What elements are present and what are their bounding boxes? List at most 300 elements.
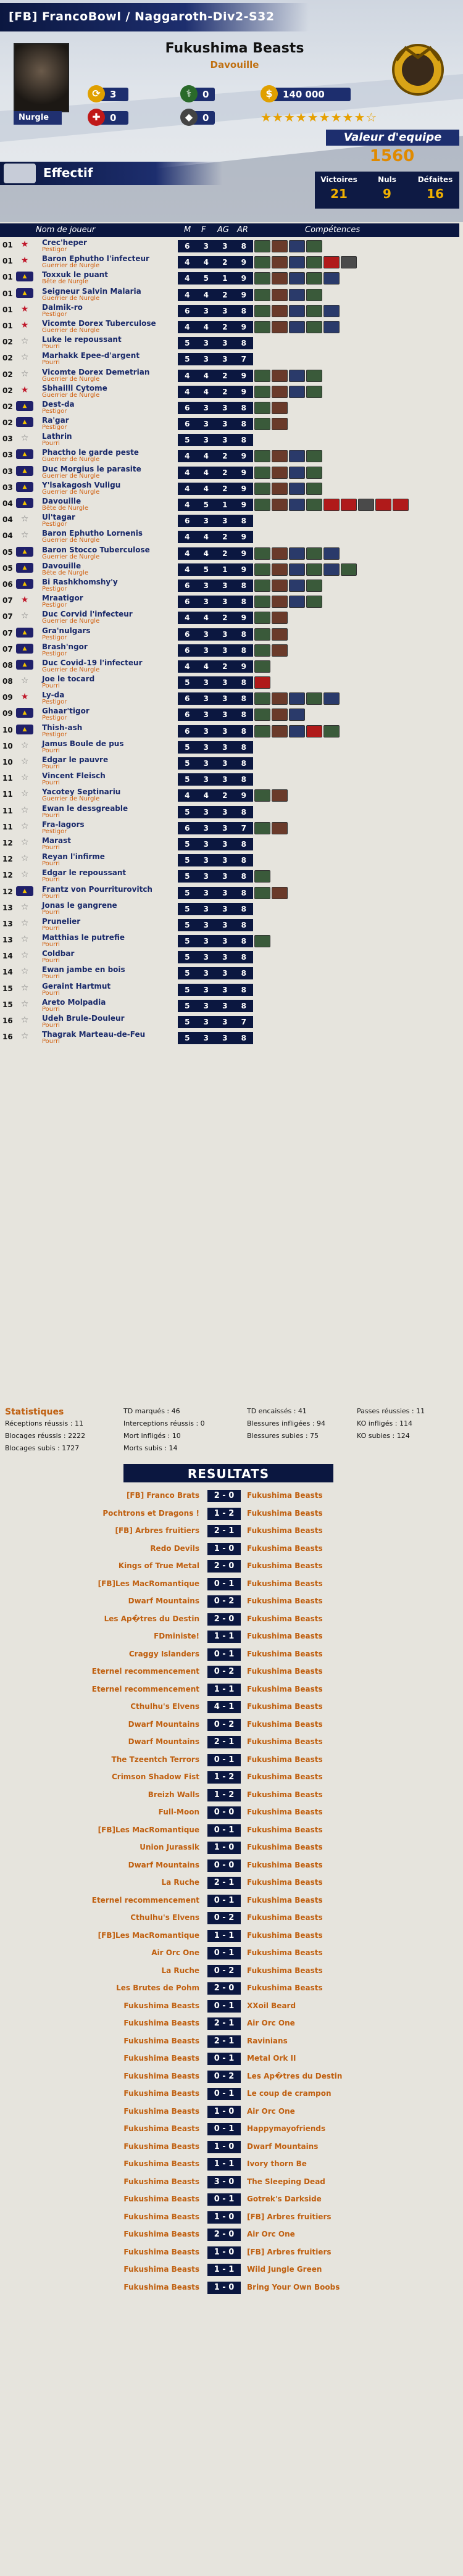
match-score[interactable]: 1 - 2 xyxy=(207,1789,241,1801)
player-name[interactable]: Bi Rashkhomshy'y xyxy=(42,577,118,586)
player-row[interactable] xyxy=(0,965,463,981)
skill-icon[interactable] xyxy=(323,499,340,511)
skill-icon[interactable] xyxy=(254,644,270,657)
skill-icon[interactable] xyxy=(254,596,270,608)
result-row[interactable] xyxy=(0,2226,463,2244)
skill-icon[interactable] xyxy=(306,725,322,737)
player-row[interactable] xyxy=(0,384,463,400)
skill-icon[interactable] xyxy=(272,725,288,737)
result-row[interactable] xyxy=(0,2156,463,2174)
skill-icon[interactable] xyxy=(254,580,270,592)
away-team[interactable]: Fukushima Beasts xyxy=(247,1895,323,1905)
skill-icon[interactable] xyxy=(254,256,270,268)
result-row[interactable] xyxy=(0,1576,463,1593)
away-team[interactable]: Fukushima Beasts xyxy=(247,1913,323,1922)
skill-icon[interactable] xyxy=(289,580,305,592)
skill-icon[interactable] xyxy=(306,580,322,592)
skill-icon[interactable] xyxy=(306,305,322,317)
player-name[interactable]: Dalmik-ro xyxy=(42,302,83,312)
skill-icon[interactable] xyxy=(289,289,305,301)
skill-icon[interactable] xyxy=(306,547,322,560)
match-score[interactable]: 1 - 0 xyxy=(207,2141,241,2153)
player-name[interactable]: Phactho le garde peste xyxy=(42,448,139,457)
player-name[interactable]: Ewan le dessgreable xyxy=(42,804,128,813)
player-row[interactable] xyxy=(0,901,463,917)
match-score[interactable]: 2 - 0 xyxy=(207,1982,241,1995)
away-team[interactable]: Fukushima Beasts xyxy=(247,1966,323,1975)
skill-icon[interactable] xyxy=(272,467,288,479)
player-row[interactable] xyxy=(0,368,463,384)
skill-icon[interactable] xyxy=(289,563,305,576)
skill-icon[interactable] xyxy=(254,402,270,414)
skill-icon[interactable] xyxy=(254,272,270,285)
result-row[interactable] xyxy=(0,2085,463,2103)
skill-icon[interactable] xyxy=(272,483,288,495)
skill-icon[interactable] xyxy=(254,870,270,883)
away-team[interactable]: Le coup de crampon xyxy=(247,2089,332,2098)
skill-icon[interactable] xyxy=(306,386,322,398)
skill-icon[interactable] xyxy=(289,708,305,721)
skill-icon[interactable] xyxy=(272,386,288,398)
player-row[interactable] xyxy=(0,982,463,998)
skill-icon[interactable] xyxy=(375,499,391,511)
match-score[interactable]: 1 - 0 xyxy=(207,2246,241,2259)
home-team[interactable]: Fukushima Beasts xyxy=(123,2036,199,2045)
player-name[interactable]: Fra-lagors xyxy=(42,820,85,829)
match-score[interactable]: 0 - 1 xyxy=(207,1648,241,1661)
skill-icon[interactable] xyxy=(323,321,340,333)
match-score[interactable]: 0 - 1 xyxy=(207,2053,241,2065)
home-team[interactable]: Fukushima Beasts xyxy=(123,2019,199,2027)
player-name[interactable]: Ewan jambe en bois xyxy=(42,965,125,974)
match-score[interactable]: 1 - 0 xyxy=(207,2211,241,2224)
skill-icon[interactable] xyxy=(289,547,305,560)
skill-icon[interactable] xyxy=(323,272,340,285)
coach-name[interactable]: Davouille xyxy=(210,59,259,70)
player-row[interactable] xyxy=(0,707,463,723)
match-score[interactable]: 1 - 1 xyxy=(207,1930,241,1942)
result-row[interactable] xyxy=(0,1646,463,1664)
result-row[interactable] xyxy=(0,1998,463,2016)
away-team[interactable]: Wild Jungle Green xyxy=(247,2265,322,2274)
skill-icon[interactable] xyxy=(272,272,288,285)
player-name[interactable]: Baron Ephutho Lornenis xyxy=(42,529,143,538)
skill-icon[interactable] xyxy=(341,563,357,576)
skill-icon[interactable] xyxy=(289,386,305,398)
result-row[interactable] xyxy=(0,1874,463,1892)
player-row[interactable] xyxy=(0,755,463,771)
away-team[interactable]: Fukushima Beasts xyxy=(247,1632,323,1640)
player-row[interactable] xyxy=(0,917,463,933)
away-team[interactable]: Fukushima Beasts xyxy=(247,1561,323,1570)
match-score[interactable]: 0 - 1 xyxy=(207,2123,241,2135)
result-row[interactable] xyxy=(0,2174,463,2192)
away-team[interactable]: Fukushima Beasts xyxy=(247,1930,323,1940)
result-row[interactable] xyxy=(0,1804,463,1822)
player-name[interactable]: Prunelier xyxy=(42,916,81,926)
match-score[interactable]: 0 - 2 xyxy=(207,1965,241,1977)
home-team[interactable]: [FB]Les MacRomantique xyxy=(98,1579,199,1588)
player-row[interactable] xyxy=(0,1030,463,1046)
match-score[interactable]: 1 - 2 xyxy=(207,1508,241,1520)
player-row[interactable] xyxy=(0,529,463,545)
player-row[interactable] xyxy=(0,594,463,610)
skill-icon[interactable] xyxy=(306,692,322,705)
player-name[interactable]: Reyan l'infirme xyxy=(42,852,105,862)
skill-icon[interactable] xyxy=(254,467,270,479)
skill-icon[interactable] xyxy=(341,256,357,268)
player-row[interactable] xyxy=(0,675,463,691)
away-team[interactable]: Dwarf Mountains xyxy=(247,2142,319,2151)
result-row[interactable] xyxy=(0,2244,463,2262)
match-score[interactable]: 0 - 1 xyxy=(207,2193,241,2206)
player-row[interactable] xyxy=(0,400,463,416)
skill-icon[interactable] xyxy=(272,628,288,641)
skill-icon[interactable] xyxy=(272,305,288,317)
player-row[interactable] xyxy=(0,933,463,949)
result-row[interactable] xyxy=(0,1698,463,1716)
match-score[interactable]: 1 - 1 xyxy=(207,1684,241,1696)
home-team[interactable]: Fukushima Beasts xyxy=(123,2124,199,2133)
result-row[interactable] xyxy=(0,1787,463,1805)
player-name[interactable]: Duc Morgius le parasite xyxy=(42,464,141,473)
away-team[interactable]: Fukushima Beasts xyxy=(247,1737,323,1746)
home-team[interactable]: Fukushima Beasts xyxy=(123,2247,199,2256)
skill-icon[interactable] xyxy=(272,499,288,511)
player-row[interactable] xyxy=(0,691,463,707)
player-row[interactable] xyxy=(0,852,463,868)
away-team[interactable]: Fukushima Beasts xyxy=(247,1526,323,1535)
home-team[interactable]: [FB]Les MacRomantique xyxy=(98,1825,199,1834)
skill-icon[interactable] xyxy=(306,450,322,462)
result-row[interactable] xyxy=(0,1839,463,1857)
player-row[interactable] xyxy=(0,465,463,481)
skill-icon[interactable] xyxy=(272,644,288,657)
match-score[interactable]: 2 - 0 xyxy=(207,1490,241,1502)
player-name[interactable]: Duc Corvid l'infecteur xyxy=(42,610,133,619)
home-team[interactable]: Cthulhu's Elvens xyxy=(130,1913,199,1922)
away-team[interactable]: Fukushima Beasts xyxy=(247,1790,323,1799)
away-team[interactable]: Fukushima Beasts xyxy=(247,1948,323,1957)
match-score[interactable]: 0 - 1 xyxy=(207,2000,241,2013)
skill-icon[interactable] xyxy=(289,256,305,268)
player-name[interactable]: Gra'nulgars xyxy=(42,626,91,635)
player-name[interactable]: Areto Molpadia xyxy=(42,997,106,1007)
player-row[interactable] xyxy=(0,836,463,852)
player-name[interactable]: Vincent Fleisch xyxy=(42,771,106,781)
skill-icon[interactable] xyxy=(272,450,288,462)
player-name[interactable]: Coldbar xyxy=(42,949,75,958)
skill-icon[interactable] xyxy=(306,499,322,511)
player-row[interactable] xyxy=(0,481,463,497)
skill-icon[interactable] xyxy=(272,789,288,802)
skill-icon[interactable] xyxy=(306,272,322,285)
match-score[interactable]: 2 - 1 xyxy=(207,2017,241,2030)
skill-icon[interactable] xyxy=(393,499,409,511)
player-name[interactable]: Luke le repoussant xyxy=(42,335,122,344)
result-row[interactable] xyxy=(0,1945,463,1963)
player-name[interactable]: Y'lsakagosh Vuligu xyxy=(42,480,121,489)
result-row[interactable] xyxy=(0,2279,463,2297)
skill-icon[interactable] xyxy=(341,499,357,511)
player-name[interactable]: Dest-da xyxy=(42,399,75,409)
player-row[interactable] xyxy=(0,254,463,270)
player-row[interactable] xyxy=(0,335,463,351)
result-row[interactable] xyxy=(0,1734,463,1751)
player-name[interactable]: Jonas le gangrene xyxy=(42,900,117,910)
away-team[interactable]: Fukushima Beasts xyxy=(247,1508,323,1518)
skill-icon[interactable] xyxy=(254,692,270,705)
skill-icon[interactable] xyxy=(254,628,270,641)
result-row[interactable] xyxy=(0,1892,463,1910)
away-team[interactable]: Fukushima Beasts xyxy=(247,1878,323,1887)
result-row[interactable] xyxy=(0,2261,463,2279)
skill-icon[interactable] xyxy=(306,563,322,576)
result-row[interactable] xyxy=(0,2191,463,2209)
match-score[interactable]: 2 - 0 xyxy=(207,2229,241,2241)
skill-icon[interactable] xyxy=(272,402,288,414)
match-score[interactable]: 0 - 2 xyxy=(207,1912,241,1924)
away-team[interactable]: Fukushima Beasts xyxy=(247,1667,323,1676)
match-score[interactable]: 2 - 0 xyxy=(207,1560,241,1573)
match-score[interactable]: 0 - 1 xyxy=(207,1578,241,1590)
home-team[interactable]: Eternel recommencement xyxy=(91,1895,199,1905)
away-team[interactable]: Fukushima Beasts xyxy=(247,1491,323,1500)
skill-icon[interactable] xyxy=(323,725,340,737)
result-row[interactable] xyxy=(0,1963,463,1980)
skill-icon[interactable] xyxy=(254,660,270,673)
home-team[interactable]: Full-Moon xyxy=(158,1808,199,1816)
away-team[interactable]: Fukushima Beasts xyxy=(247,1808,323,1816)
home-team[interactable]: Fukushima Beasts xyxy=(123,2054,199,2063)
player-row[interactable] xyxy=(0,787,463,804)
player-row[interactable] xyxy=(0,820,463,836)
result-row[interactable] xyxy=(0,2121,463,2138)
player-name[interactable]: Ly-da xyxy=(42,691,65,700)
home-team[interactable]: Fukushima Beasts xyxy=(123,2159,199,2168)
skill-icon[interactable] xyxy=(254,563,270,576)
away-team[interactable]: Fukushima Beasts xyxy=(247,1719,323,1729)
skill-icon[interactable] xyxy=(254,450,270,462)
home-team[interactable]: Eternel recommencement xyxy=(91,1684,199,1693)
result-row[interactable] xyxy=(0,1558,463,1576)
home-team[interactable]: Eternel recommencement xyxy=(91,1667,199,1676)
away-team[interactable]: Fukushima Beasts xyxy=(247,1597,323,1605)
home-team[interactable]: Fukushima Beasts xyxy=(123,2071,199,2080)
away-team[interactable]: Fukushima Beasts xyxy=(247,1684,323,1693)
home-team[interactable]: FDministe! xyxy=(154,1632,199,1640)
result-row[interactable] xyxy=(0,2050,463,2068)
away-team[interactable]: The Sleeping Dead xyxy=(247,2177,325,2186)
result-row[interactable] xyxy=(0,1611,463,1629)
result-row[interactable] xyxy=(0,2103,463,2121)
match-score[interactable]: 3 - 0 xyxy=(207,2176,241,2188)
skill-icon[interactable] xyxy=(254,935,270,947)
match-score[interactable]: 2 - 0 xyxy=(207,1613,241,1626)
skill-icon[interactable] xyxy=(306,321,322,333)
home-team[interactable]: Fukushima Beasts xyxy=(123,2001,199,2010)
skill-icon[interactable] xyxy=(254,289,270,301)
home-team[interactable]: Fukushima Beasts xyxy=(123,2142,199,2151)
home-team[interactable]: Fukushima Beasts xyxy=(123,2230,199,2238)
player-name[interactable]: Brash'ngor xyxy=(42,642,88,651)
match-score[interactable]: 0 - 2 xyxy=(207,1666,241,1678)
match-score[interactable]: 2 - 1 xyxy=(207,2035,241,2048)
away-team[interactable]: Les Ap�tres du Destin xyxy=(247,2071,343,2080)
player-row[interactable] xyxy=(0,448,463,464)
match-score[interactable]: 0 - 1 xyxy=(207,2088,241,2100)
player-row[interactable] xyxy=(0,659,463,675)
result-row[interactable] xyxy=(0,1716,463,1734)
result-row[interactable] xyxy=(0,1593,463,1611)
match-score[interactable]: 0 - 2 xyxy=(207,2071,241,2083)
skill-icon[interactable] xyxy=(272,822,288,834)
skill-icon[interactable] xyxy=(254,370,270,382)
home-team[interactable]: [FB]Les MacRomantique xyxy=(98,1930,199,1940)
away-team[interactable]: Fukushima Beasts xyxy=(247,1649,323,1658)
skill-icon[interactable] xyxy=(306,289,322,301)
home-team[interactable]: Breizh Walls xyxy=(148,1790,199,1799)
player-name[interactable]: Sbhailll Cytome xyxy=(42,383,107,393)
player-name[interactable]: Mraatigor xyxy=(42,594,83,603)
skill-icon[interactable] xyxy=(272,256,288,268)
player-row[interactable] xyxy=(0,723,463,739)
home-team[interactable]: Dwarf Mountains xyxy=(128,1597,199,1605)
player-row[interactable] xyxy=(0,351,463,367)
player-row[interactable] xyxy=(0,497,463,513)
away-team[interactable]: Air Orc One xyxy=(247,2019,295,2027)
away-team[interactable]: Bring Your Own Boobs xyxy=(247,2282,340,2291)
away-team[interactable]: Fukushima Beasts xyxy=(247,1614,323,1623)
player-row[interactable] xyxy=(0,868,463,884)
match-score[interactable]: 4 - 1 xyxy=(207,1701,241,1713)
away-team[interactable]: Air Orc One xyxy=(247,2230,295,2238)
home-team[interactable]: Kings of True Metal xyxy=(118,1561,199,1570)
player-row[interactable] xyxy=(0,270,463,286)
result-row[interactable] xyxy=(0,1857,463,1875)
skill-icon[interactable] xyxy=(272,596,288,608)
skill-icon[interactable] xyxy=(254,547,270,560)
home-team[interactable]: Air Orc One xyxy=(151,1948,199,1957)
home-team[interactable]: Fukushima Beasts xyxy=(123,2282,199,2291)
home-team[interactable]: Les Ap�tres du Destin xyxy=(104,1614,199,1623)
player-row[interactable] xyxy=(0,642,463,659)
skill-icon[interactable] xyxy=(272,692,288,705)
player-row[interactable] xyxy=(0,416,463,432)
away-team[interactable]: Gotrek's Darkside xyxy=(247,2195,322,2203)
skill-icon[interactable] xyxy=(323,692,340,705)
player-name[interactable]: Baron Stocco Tuberculose xyxy=(42,545,150,554)
skill-icon[interactable] xyxy=(272,418,288,430)
match-score[interactable]: 1 - 2 xyxy=(207,1771,241,1784)
player-name[interactable]: Geraint Hartmut xyxy=(42,981,111,991)
skill-icon[interactable] xyxy=(254,612,270,624)
away-team[interactable]: Metal Ork II xyxy=(247,2054,296,2063)
skill-icon[interactable] xyxy=(254,305,270,317)
player-row[interactable] xyxy=(0,513,463,529)
result-row[interactable] xyxy=(0,1487,463,1505)
result-row[interactable] xyxy=(0,1663,463,1681)
skill-icon[interactable] xyxy=(306,256,322,268)
player-row[interactable] xyxy=(0,1014,463,1030)
skill-icon[interactable] xyxy=(306,240,322,252)
skill-icon[interactable] xyxy=(254,676,270,689)
match-score[interactable]: 0 - 1 xyxy=(207,1895,241,1907)
skill-icon[interactable] xyxy=(289,725,305,737)
player-row[interactable] xyxy=(0,432,463,448)
match-score[interactable]: 0 - 0 xyxy=(207,1859,241,1872)
home-team[interactable]: Fukushima Beasts xyxy=(123,2265,199,2274)
away-team[interactable]: Ravinians xyxy=(247,2036,288,2045)
skill-icon[interactable] xyxy=(254,789,270,802)
player-name[interactable]: Joe le tocard xyxy=(42,675,95,684)
result-row[interactable] xyxy=(0,1769,463,1787)
player-row[interactable] xyxy=(0,562,463,578)
skill-icon[interactable] xyxy=(289,272,305,285)
player-row[interactable] xyxy=(0,949,463,965)
home-team[interactable]: [FB] Franco Brats xyxy=(126,1491,199,1500)
result-row[interactable] xyxy=(0,1751,463,1769)
player-name[interactable]: Baron Ephutho l'infecteur xyxy=(42,254,149,264)
match-score[interactable]: 1 - 0 xyxy=(207,2106,241,2118)
home-team[interactable]: Dwarf Mountains xyxy=(128,1737,199,1746)
player-name[interactable]: Thish-ash xyxy=(42,723,83,732)
home-team[interactable]: Redo Devils xyxy=(150,1544,199,1553)
skill-icon[interactable] xyxy=(306,483,322,495)
skill-icon[interactable] xyxy=(254,708,270,721)
skill-icon[interactable] xyxy=(289,305,305,317)
player-row[interactable] xyxy=(0,238,463,254)
skill-icon[interactable] xyxy=(358,499,374,511)
player-row[interactable] xyxy=(0,303,463,319)
result-row[interactable] xyxy=(0,1540,463,1558)
match-score[interactable]: 0 - 0 xyxy=(207,1806,241,1819)
home-team[interactable]: Fukushima Beasts xyxy=(123,2212,199,2221)
skill-icon[interactable] xyxy=(289,450,305,462)
player-name[interactable]: Lathrin xyxy=(42,432,72,441)
player-name[interactable]: Marhakk Epee-d'argent xyxy=(42,351,140,360)
away-team[interactable]: Fukushima Beasts xyxy=(247,1579,323,1588)
player-name[interactable]: Edgar le pauvre xyxy=(42,755,109,764)
player-name[interactable]: Toxxuk le puant xyxy=(42,270,108,280)
player-name[interactable]: Vicomte Dorex Tuberculose xyxy=(42,318,156,328)
result-row[interactable] xyxy=(0,2033,463,2051)
skill-icon[interactable] xyxy=(323,547,340,560)
home-team[interactable]: [FB] Arbres fruitiers xyxy=(115,1526,199,1535)
player-name[interactable]: Jamus Boule de pus xyxy=(42,739,124,748)
skill-icon[interactable] xyxy=(289,692,305,705)
match-score[interactable]: 0 - 1 xyxy=(207,1754,241,1766)
player-row[interactable] xyxy=(0,804,463,820)
match-score[interactable]: 0 - 2 xyxy=(207,1595,241,1608)
match-score[interactable]: 2 - 1 xyxy=(207,1525,241,1537)
player-name[interactable]: Davouille xyxy=(42,561,81,570)
away-team[interactable]: Happymayofriends xyxy=(247,2124,326,2133)
skill-icon[interactable] xyxy=(272,289,288,301)
match-score[interactable]: 0 - 1 xyxy=(207,1824,241,1837)
match-score[interactable]: 1 - 0 xyxy=(207,1543,241,1555)
result-row[interactable] xyxy=(0,1822,463,1840)
home-team[interactable]: Fukushima Beasts xyxy=(123,2106,199,2116)
skill-icon[interactable] xyxy=(323,563,340,576)
skill-icon[interactable] xyxy=(323,305,340,317)
skill-icon[interactable] xyxy=(254,240,270,252)
skill-icon[interactable] xyxy=(306,596,322,608)
away-team[interactable]: Ivory thorn Be xyxy=(247,2159,307,2168)
player-name[interactable]: Ul'tagar xyxy=(42,513,75,522)
skill-icon[interactable] xyxy=(254,483,270,495)
away-team[interactable]: [FB] Arbres fruitiers xyxy=(247,2212,332,2221)
